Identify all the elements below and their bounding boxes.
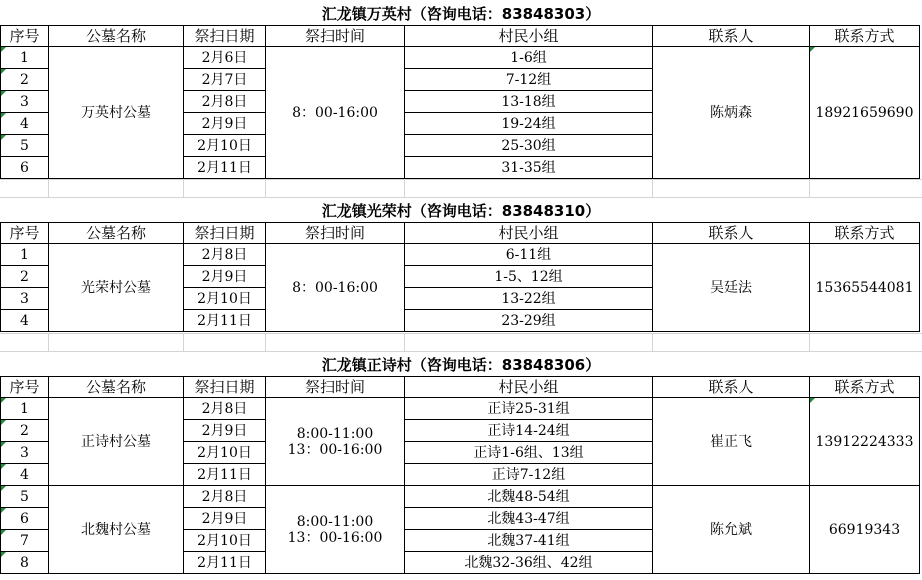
phone-cell[interactable]: 66919343 [810, 486, 920, 574]
gridline [183, 334, 184, 352]
date-cell[interactable]: 2月9日 [184, 420, 266, 442]
time-afternoon: 13：00-16:00 [287, 529, 383, 546]
group-cell[interactable]: 31-35组 [405, 157, 653, 179]
header-group: 村民小组 [405, 377, 653, 398]
gridline [0, 179, 922, 180]
group-cell[interactable]: 1-5、12组 [405, 266, 653, 288]
header-contact: 联系人 [653, 377, 810, 398]
date-cell[interactable]: 2月10日 [184, 135, 266, 157]
row-number-cell[interactable]: 7 [1, 530, 49, 552]
row-number-cell[interactable]: 8 [1, 552, 49, 574]
number-stored-as-text-marker [1, 398, 6, 403]
number-stored-as-text-marker [1, 47, 6, 52]
gridline [48, 334, 49, 352]
table-row [1, 398, 920, 420]
section-title: 汇龙镇正诗村（咨询电话：83848306） [321, 356, 601, 374]
row-number-cell[interactable]: 2 [1, 266, 49, 288]
group-cell[interactable]: 25-30组 [405, 135, 653, 157]
contact-cell[interactable]: 陈炳森 [653, 47, 810, 179]
number-stored-as-text-marker [1, 135, 6, 140]
time-morning: 8:00-11:00 [296, 425, 374, 442]
header-cemetery: 公墓名称 [49, 26, 184, 47]
time-afternoon: 13：00-16:00 [287, 441, 383, 458]
cemetery-cell[interactable]: 光荣村公墓 [49, 244, 184, 332]
header-date: 祭扫日期 [184, 26, 266, 47]
table-row [1, 244, 920, 266]
header-contact: 联系人 [653, 26, 810, 47]
gridline [404, 180, 405, 198]
cemetery-cell[interactable]: 万英村公墓 [49, 47, 184, 179]
header-no: 序号 [1, 223, 49, 244]
header-no: 序号 [1, 377, 49, 398]
header-row [1, 26, 920, 47]
gridline [652, 334, 653, 352]
date-cell[interactable]: 2月11日 [184, 464, 266, 486]
group-cell[interactable]: 19-24组 [405, 113, 653, 135]
number-stored-as-text-marker [1, 552, 6, 557]
date-cell[interactable]: 2月10日 [184, 442, 266, 464]
schedule-table [0, 25, 920, 179]
contact-cell[interactable]: 陈允斌 [653, 486, 810, 574]
gridline [809, 334, 810, 352]
group-cell[interactable]: 北魏32-36组、42组 [405, 552, 653, 574]
time-morning: 8:00-11:00 [296, 513, 374, 530]
gridline [265, 334, 266, 352]
date-cell[interactable]: 2月8日 [184, 486, 266, 508]
header-group: 村民小组 [405, 26, 653, 47]
contact-cell[interactable]: 崔正飞 [653, 398, 810, 486]
date-cell[interactable]: 2月11日 [184, 552, 266, 574]
table-row [1, 486, 920, 508]
group-cell[interactable]: 正诗7-12组 [405, 464, 653, 486]
group-cell[interactable]: 北魏43-47组 [405, 508, 653, 530]
date-cell[interactable]: 2月6日 [184, 47, 266, 69]
gridline [652, 180, 653, 198]
group-cell[interactable]: 13-22组 [405, 288, 653, 310]
cemetery-cell[interactable]: 正诗村公墓 [49, 398, 184, 486]
gridline [0, 351, 922, 352]
number-stored-as-text-marker [1, 464, 6, 469]
date-cell[interactable]: 2月9日 [184, 113, 266, 135]
group-cell[interactable]: 1-6组 [405, 47, 653, 69]
row-number-cell[interactable]: 6 [1, 508, 49, 530]
date-cell[interactable]: 2月10日 [184, 530, 266, 552]
group-cell[interactable]: 正诗14-24组 [405, 420, 653, 442]
gridline [265, 180, 266, 198]
schedule-table [0, 376, 920, 574]
header-cemetery: 公墓名称 [49, 223, 184, 244]
number-stored-as-text-marker [1, 530, 6, 535]
number-stored-as-text-marker [1, 113, 6, 118]
header-no: 序号 [1, 26, 49, 47]
group-cell[interactable]: 北魏48-54组 [405, 486, 653, 508]
row-number-cell[interactable]: 4 [1, 113, 49, 135]
row-number-cell[interactable]: 5 [1, 486, 49, 508]
gridline [183, 180, 184, 198]
number-stored-as-text-marker [1, 420, 6, 425]
section-title: 汇龙镇万英村（咨询电话：83848303） [321, 5, 601, 23]
gridline [809, 180, 810, 198]
row-number-cell[interactable]: 3 [1, 288, 49, 310]
row-number-cell[interactable]: 2 [1, 420, 49, 442]
time-cell[interactable]: 8：00-16:00 [266, 244, 405, 332]
number-stored-as-text-marker [1, 508, 6, 513]
row-number-cell[interactable]: 2 [1, 69, 49, 91]
table-row [1, 47, 920, 69]
schedule-table [0, 222, 920, 332]
row-number-cell[interactable]: 1 [1, 244, 49, 266]
cemetery-cell[interactable]: 北魏村公墓 [49, 486, 184, 574]
number-stored-as-text-marker [810, 398, 815, 403]
header-time: 祭扫时间 [266, 377, 405, 398]
header-phone: 联系方式 [810, 377, 920, 398]
gridline [404, 334, 405, 352]
number-stored-as-text-marker [1, 442, 6, 447]
date-cell[interactable]: 2月11日 [184, 157, 266, 179]
date-cell[interactable]: 2月10日 [184, 288, 266, 310]
row-number-cell[interactable]: 5 [1, 135, 49, 157]
header-row [1, 377, 920, 398]
group-cell[interactable]: 13-18组 [405, 91, 653, 113]
group-cell[interactable]: 正诗25-31组 [405, 398, 653, 420]
gridline [48, 180, 49, 198]
header-time: 祭扫时间 [266, 26, 405, 47]
date-cell[interactable]: 2月8日 [184, 91, 266, 113]
gridline [0, 197, 922, 198]
header-cemetery: 公墓名称 [49, 377, 184, 398]
phone-cell[interactable]: 13912224333 [810, 398, 920, 486]
group-cell[interactable]: 6-11组 [405, 244, 653, 266]
row-number-cell[interactable]: 1 [1, 47, 49, 69]
row-number-cell[interactable]: 4 [1, 310, 49, 332]
header-date: 祭扫日期 [184, 223, 266, 244]
section-title: 汇龙镇光荣村（咨询电话：83848310） [321, 202, 601, 220]
row-number-cell[interactable]: 4 [1, 464, 49, 486]
phone-cell[interactable]: 15365544081 [810, 244, 920, 332]
time-cell[interactable] [266, 398, 405, 486]
phone-cell[interactable]: 18921659690 [810, 47, 920, 179]
contact-cell[interactable]: 吴廷法 [653, 244, 810, 332]
gridline [0, 333, 922, 334]
number-stored-as-text-marker [810, 47, 815, 52]
header-row [1, 223, 920, 244]
header-contact: 联系人 [653, 223, 810, 244]
header-date: 祭扫日期 [184, 377, 266, 398]
group-cell[interactable]: 正诗1-6组、13组 [405, 442, 653, 464]
row-number-cell[interactable]: 3 [1, 442, 49, 464]
date-cell[interactable]: 2月9日 [184, 508, 266, 530]
header-phone: 联系方式 [810, 26, 920, 47]
date-cell[interactable]: 2月7日 [184, 69, 266, 91]
row-number-cell[interactable]: 6 [1, 157, 49, 179]
number-stored-as-text-marker [1, 91, 6, 96]
date-cell[interactable]: 2月8日 [184, 398, 266, 420]
date-cell[interactable]: 2月8日 [184, 244, 266, 266]
header-time: 祭扫时间 [266, 223, 405, 244]
header-group: 村民小组 [405, 223, 653, 244]
header-phone: 联系方式 [810, 223, 920, 244]
row-number-cell[interactable]: 1 [1, 398, 49, 420]
row-number-cell[interactable]: 3 [1, 91, 49, 113]
date-cell[interactable]: 2月9日 [184, 266, 266, 288]
number-stored-as-text-marker [1, 69, 6, 74]
time-cell[interactable] [266, 486, 405, 574]
group-cell[interactable]: 7-12组 [405, 69, 653, 91]
time-cell[interactable]: 8：00-16:00 [266, 47, 405, 179]
group-cell[interactable]: 23-29组 [405, 310, 653, 332]
number-stored-as-text-marker [1, 486, 6, 491]
group-cell[interactable]: 北魏37-41组 [405, 530, 653, 552]
date-cell[interactable]: 2月11日 [184, 310, 266, 332]
